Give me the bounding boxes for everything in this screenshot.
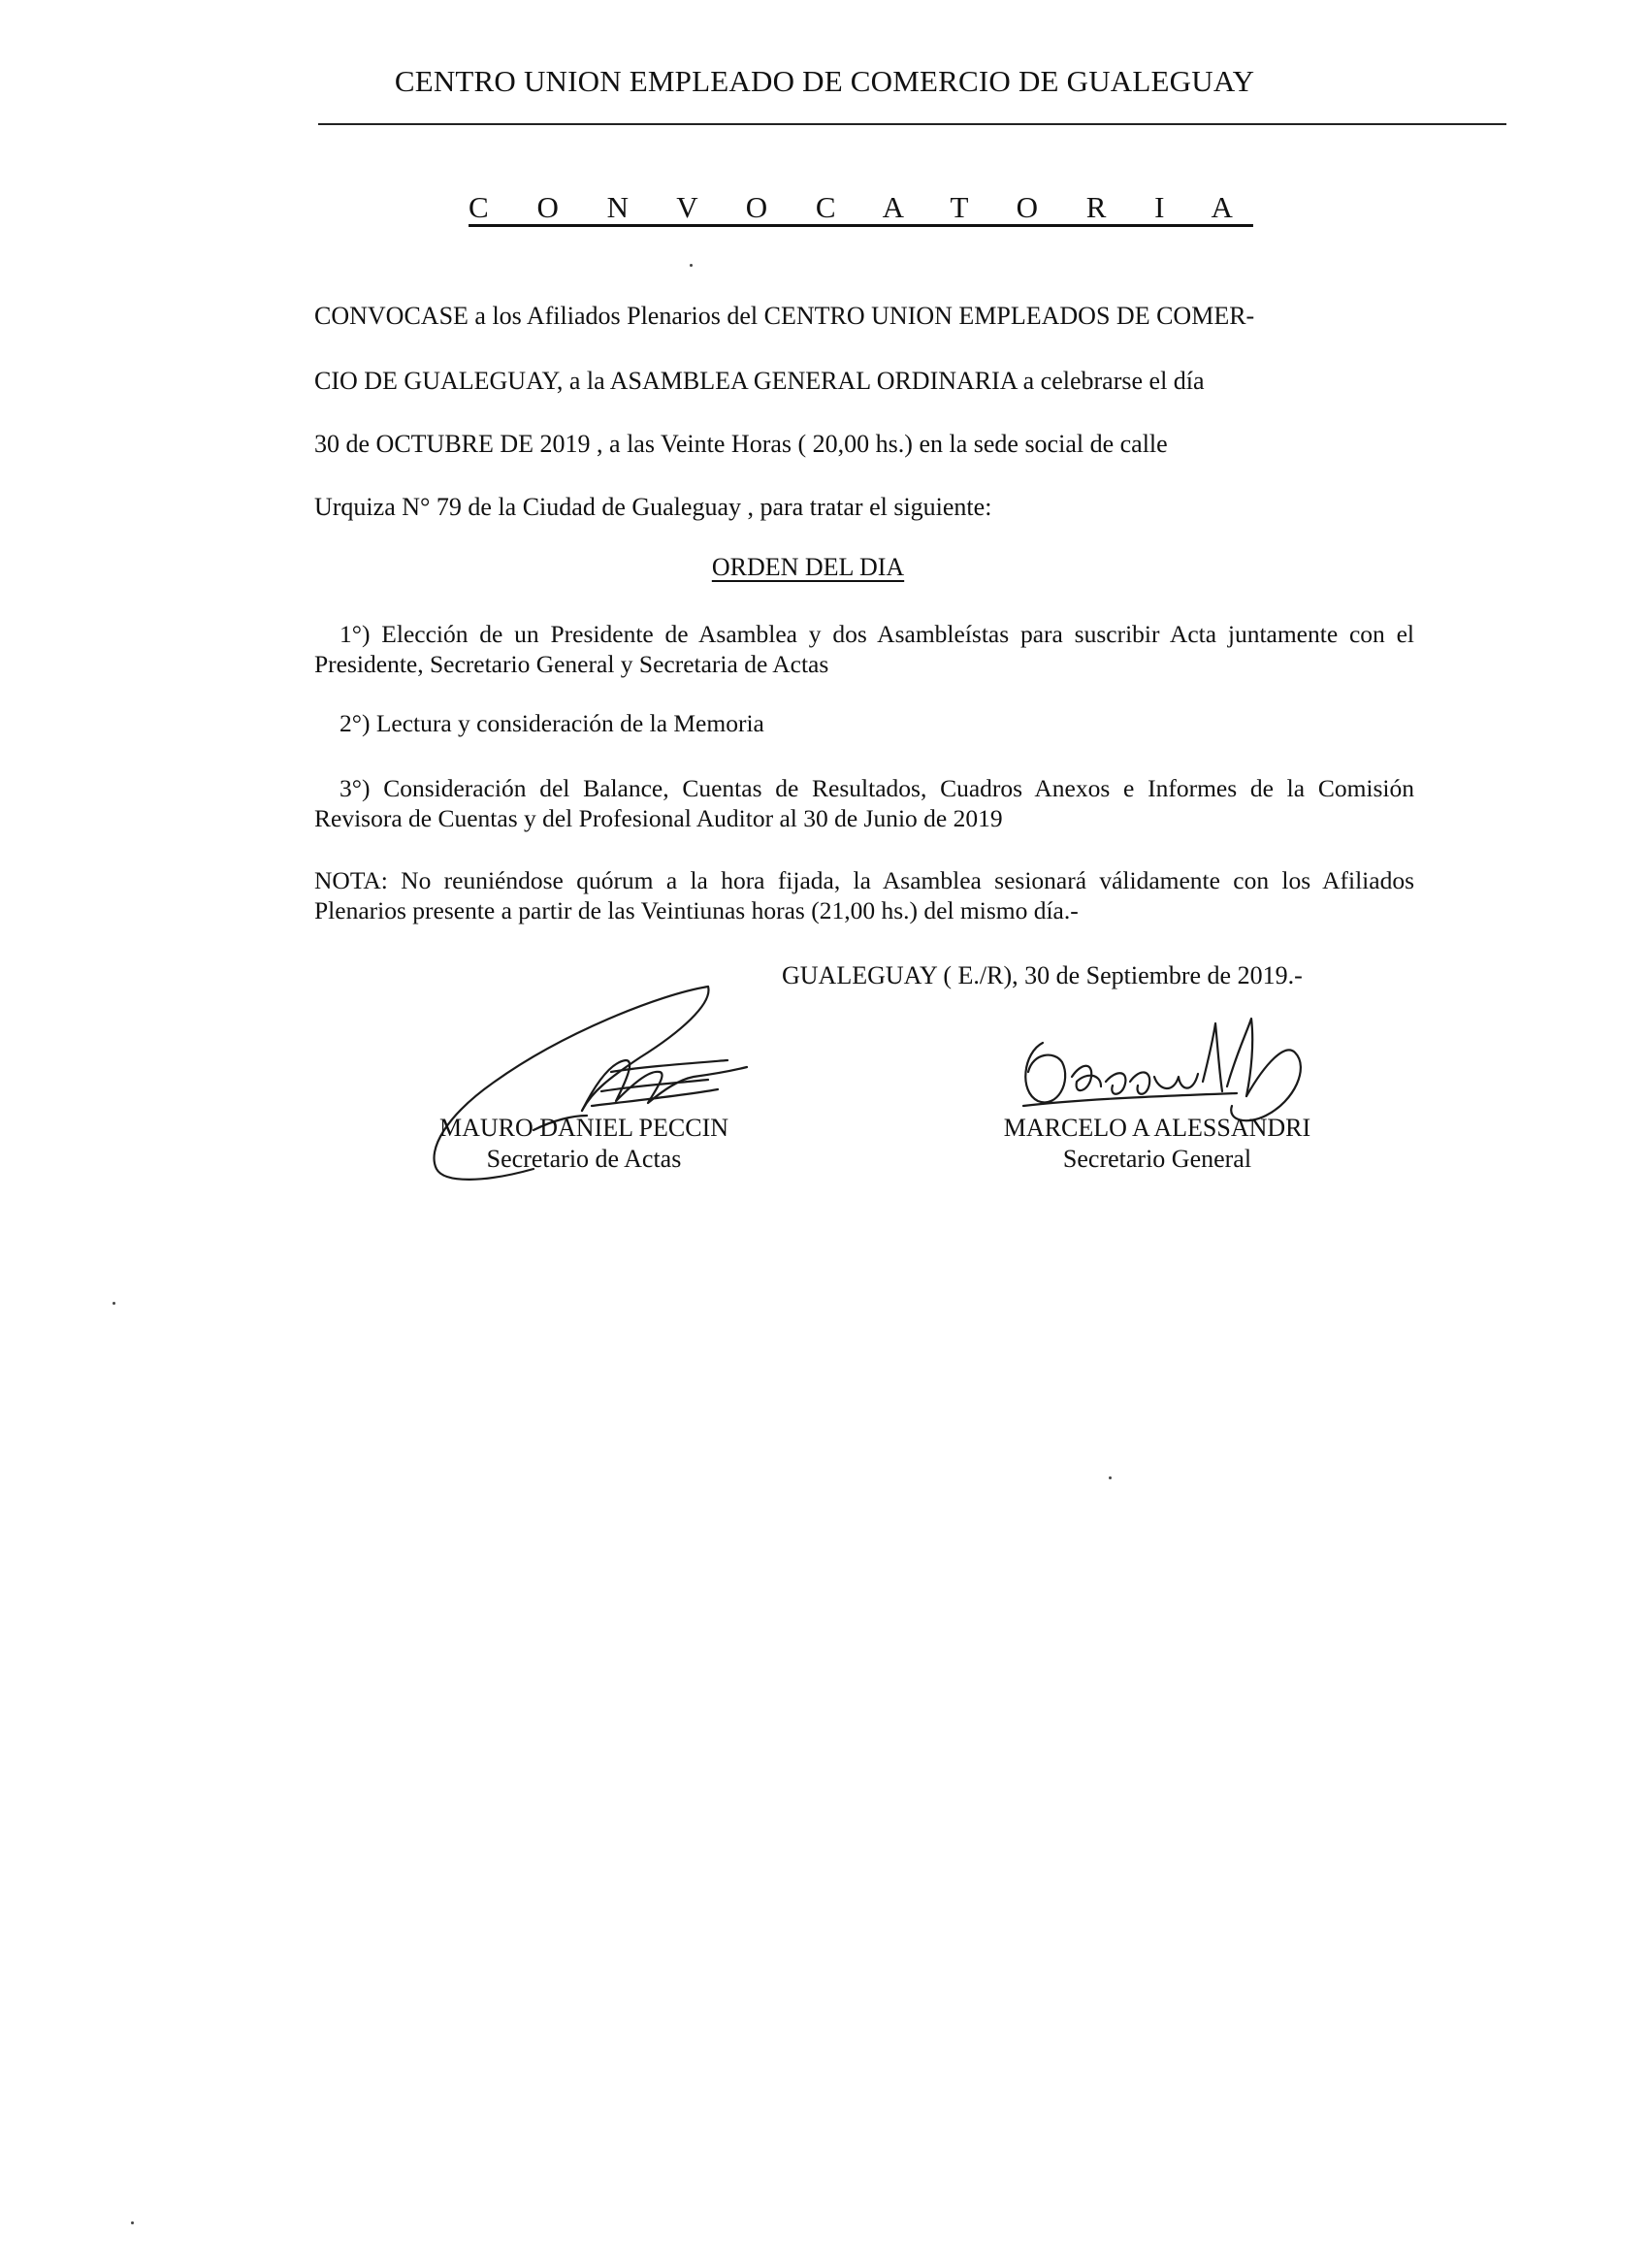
scan-speck	[690, 264, 693, 267]
scan-speck	[113, 1302, 115, 1305]
agenda-item-number: 2°)	[340, 709, 371, 737]
agenda-item-text: Elección de un Presidente de Asamblea y dos Asambleístas para suscribir Acta juntamente con el Presidente, Secretario General y Secretaria de Actas	[314, 620, 1414, 678]
agenda-item-3	[314, 773, 1414, 833]
place-date: GUALEGUAY ( E./R), 30 de Septiembre de 2019.-	[782, 961, 1303, 989]
agenda-item-2	[314, 708, 1414, 738]
document-title: C O N V O C A T O R I A	[469, 190, 1253, 224]
intro-line-4: Urquiza N° 79 de la Ciudad de Gualeguay , para tratar el siguiente:	[314, 493, 992, 521]
agenda-item-text: Lectura y consideración de la Memoria	[375, 709, 764, 737]
signatory-name-right: MARCELO A ALESSANDRI	[1003, 1114, 1311, 1142]
scan-speck	[1109, 1476, 1112, 1479]
agenda-item-1	[314, 619, 1414, 679]
organization-header: CENTRO UNION EMPLEADO DE COMERCIO DE GUALEGUAY	[394, 64, 1255, 98]
agenda-heading: ORDEN DEL DIA	[711, 553, 905, 581]
agenda-item-text: Consideración del Balance, Cuentas de Resultados, Cuadros Anexos e Informes de la Comisión Revisora de Cuentas y del Profesional Auditor al 30 de Junio de 2019	[314, 774, 1415, 832]
intro-line-3: 30 de OCTUBRE DE 2019 , a las Veinte Horas ( 20,00 hs.) en la sede social de calle	[314, 430, 1168, 458]
agenda-item-number: 3°)	[340, 774, 371, 802]
intro-line-1: CONVOCASE a los Afiliados Plenarios del CENTRO UNION EMPLEADOS DE COMER-	[314, 302, 1255, 330]
signatory-name-left: MAURO DANIEL PECCIN	[438, 1114, 729, 1142]
agenda-item-number: 1°)	[340, 620, 371, 648]
intro-line-2: CIO DE GUALEGUAY, a la ASAMBLEA GENERAL ORDINARIA a celebrarse el día	[314, 367, 1205, 395]
note-paragraph: NOTA: No reuniéndose quórum a la hora fijada, la Asamblea sesionará válidamente con los Afiliados Plenarios presente a partir de las Veintiunas horas (21,00 hs.) del mismo día.-	[314, 866, 1414, 924]
header-divider	[318, 123, 1506, 125]
signatory-role-right: Secretario General	[1062, 1145, 1252, 1173]
signatory-role-left: Secretario de Actas	[486, 1145, 682, 1173]
scan-speck	[131, 2221, 134, 2224]
